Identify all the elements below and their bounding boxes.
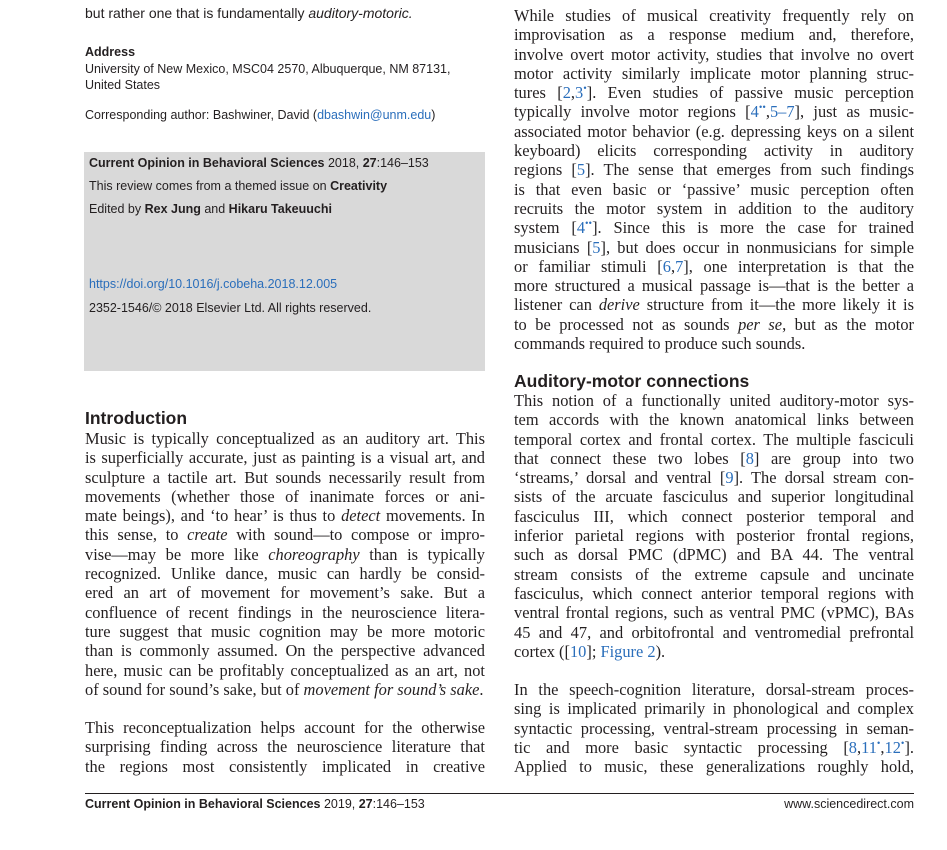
ref-link[interactable]: 12•: [884, 737, 905, 757]
top-fragment: but rather one that is fundamentally auditory-motoric.: [85, 5, 413, 21]
speech-cognition-paragraph: In the speech-cognition literature, dorsal-stream proces- sing is implicated primarily in phonological and complex syntactic processing, ventral-stream processing in seman- tic and more basic syntactic processing [8,11•,12•]. Applied to music, these generalizations roughly hold,: [514, 680, 914, 777]
address-label: Address: [85, 45, 136, 59]
editors: Edited by Rex Jung and Hikaru Takeuuchi: [89, 202, 332, 216]
ref-link[interactable]: 9: [725, 468, 734, 488]
copyright: 2352-1546/© 2018 Elsevier Ltd. All rights reserved.: [89, 301, 372, 315]
ref-link[interactable]: 8: [745, 448, 754, 468]
auditory-motor-paragraph: This notion of a functionally united auditory-motor sys- tem accords with the known anatomical links between temporal cortex and frontal cortex. The multiple fasciculi that connect these two lobes [8] are group into two ‘streams,’ dorsal and ventral [9]. The dorsal stream con- sists of the arcuate fasciculus and superior longitudinal fasciculus III, which connect posterior temporal and inferior parietal regions with posterior frontal regions, such as dorsal PMC (dPMC) and BA 44. The ventral stream consists of the extreme capsule and uncinate fasciculus, which connect anterior temporal regions with ventral frontal regions, such as ventral PMC (vPMC), BAs 45 and 47, and orbitofrontal and ventromedial prefrontal cortex ([10]; Figure 2).: [514, 391, 914, 661]
ref-link[interactable]: 2: [562, 83, 571, 103]
footer-citation: Current Opinion in Behavioral Sciences 2019, 27:146–153: [85, 797, 425, 811]
ref-link[interactable]: 5: [592, 237, 601, 257]
ref-link[interactable]: 11•: [861, 737, 881, 757]
figure-2-link[interactable]: Figure 2: [600, 641, 656, 661]
ref-link[interactable]: 4••: [750, 102, 766, 122]
ref-link[interactable]: 5: [576, 160, 586, 180]
auditory-motor-heading: Auditory-motor connections: [514, 371, 750, 391]
ref-link[interactable]: 3•: [575, 83, 587, 103]
creativity-paragraph: While studies of musical creativity frequently rely on improvisation as a response medium and, therefore, involve overt motor activity, studies that involve no overt motor activity similarly implicate motor planning struc- tures [2,3•]. Even studies of passive music perception typically involve motor regions [4••,5–7], just as music- associated motor behavior (e.g. depressing keys on a silent keyboard) elicits corresponding activity in auditory regions [5]. The sense that emerges from such findings is that even basic or ‘passive’ music perception often recruits the motor system in addition to the auditory system [4••]. Since this is more the case for trained musicians [5], but does occur in nonmusicians for simple or familiar stimuli [6,7], one interpretation is that the more structured a musical passage is—that is the better a listener can derive structure from it—the more likely it is to be processed not as sounds per se, but as the motor commands required to produce such sounds.: [514, 6, 914, 354]
ref-link[interactable]: 10: [569, 641, 587, 661]
doi-link[interactable]: https://doi.org/10.1016/j.cobeha.2018.12.005: [89, 277, 338, 291]
corresponding-author: Corresponding author: Bashwiner, David (dbashwin@unm.edu): [85, 108, 436, 122]
email-link[interactable]: dbashwin@unm.edu: [317, 108, 432, 122]
ref-link[interactable]: 6: [662, 256, 671, 276]
reconceptualization-paragraph: This reconceptualization helps account for the otherwise surprising finding across the neuroscience literature that the regions most consistently implicated in creative: [85, 718, 485, 776]
address-text: University of New Mexico, MSC04 2570, Albuquerque, NM 87131, United States: [85, 62, 451, 92]
themed-issue: This review comes from a themed issue on Creativity: [89, 179, 388, 193]
introduction-heading: Introduction: [85, 408, 188, 428]
journal-citation: Current Opinion in Behavioral Sciences 2018, 27:146–153: [89, 156, 429, 170]
info-box: [84, 152, 485, 371]
ref-link[interactable]: 7: [675, 256, 684, 276]
introduction-paragraph: Music is typically conceptualized as an auditory art. This is superficially accurate, just as painting is a visual art, and sculpture a tactile art. But sounds necessarily result from movements (whether those of inanimate forces or ani- mate beings), and ‘to hear’ is thus to detect movements. In this sense, to create with sound—to compose or impro- vise—may be more like choreography than is typically recognized. Unlike dance, music can hardly be consid- ered an art of movement for movement’s sake. But a confluence of recent findings in the neuroscience litera- ture suggest that music cognition may be more motoric than is commonly assumed. On the perspective advanced here, music can be profitably conceptualized as an art, not of sound for sound’s sake, but of movement for sound’s sake.: [85, 429, 486, 699]
ref-link[interactable]: 4••: [576, 218, 593, 238]
ref-link[interactable]: 8: [848, 737, 857, 757]
footer-rule: [85, 793, 914, 794]
footer-url[interactable]: www.sciencedirect.com: [784, 797, 914, 811]
ref-link[interactable]: 5–7: [769, 102, 795, 122]
